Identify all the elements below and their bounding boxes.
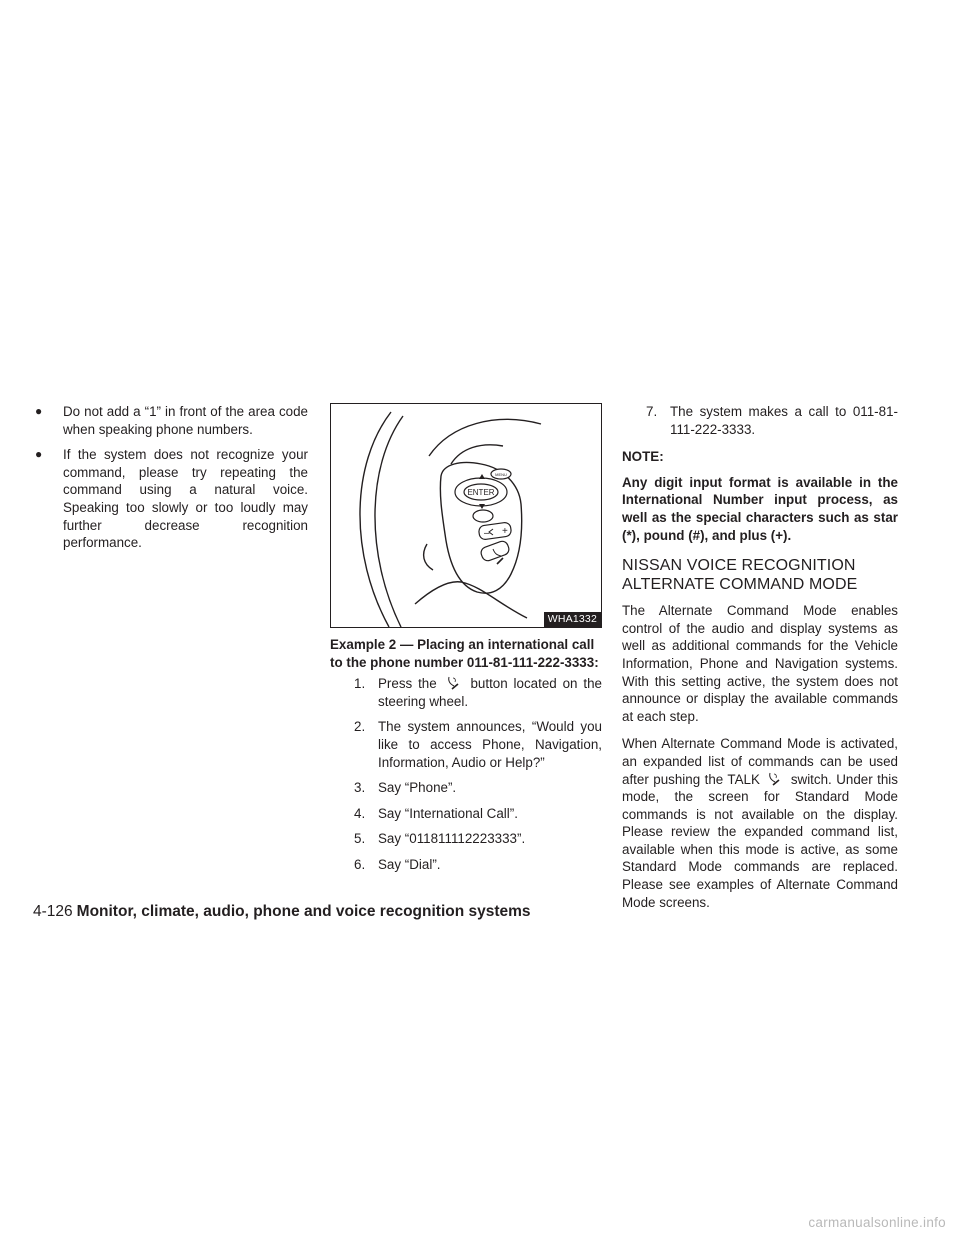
page-footer xyxy=(33,902,531,922)
step-item xyxy=(330,779,602,797)
enter-label: ENTER xyxy=(467,488,495,497)
chapter-title: Monitor, climate, audio, phone and voice recognition systems xyxy=(76,903,531,920)
step-text: Say “International Call”. xyxy=(378,805,518,821)
section-paragraph: The Alternate Command Mode enables control of the audio and display systems as well as additional commands for the Vehicle Information, Phone and Navigation systems. With this setting active, the system does not announce or display the available commands at each step. xyxy=(622,603,898,724)
middle-column xyxy=(330,403,602,882)
step-item xyxy=(330,830,602,848)
section-paragraph xyxy=(622,735,898,911)
para-text-post: switch. Under this mode, the screen for Standard Mode commands is not available on the display. Please review the expanded command list, available when this mode is active, as some Standard Mode commands are replaced. Please see examples of Alternate Command Mode screens. xyxy=(622,771,898,910)
left-column xyxy=(33,403,308,560)
svg-text:–: – xyxy=(484,528,490,539)
step-number: 4. xyxy=(354,805,366,821)
step-item xyxy=(330,856,602,874)
bullet-dot: ● xyxy=(35,447,43,462)
page-number: 4-126 xyxy=(33,903,73,920)
step-text: Say “Phone”. xyxy=(378,780,457,796)
step-number: 2. xyxy=(354,719,366,735)
section-heading: NISSAN VOICE RECOGNITION ALTERNATE COMMAND MODE xyxy=(622,557,858,594)
step-number: 6. xyxy=(354,856,366,872)
step-text: The system announces, “Would you like to access Phone, Navigation, Information, Audio or Help?” xyxy=(378,719,602,770)
right-column xyxy=(622,403,898,921)
bullet-item xyxy=(33,403,308,438)
note-heading: NOTE: xyxy=(622,449,664,465)
step-item xyxy=(622,403,898,438)
menu-label: MENU xyxy=(495,472,507,477)
watermark: carmanualsonline.info xyxy=(808,1215,946,1230)
step-number: 1. xyxy=(354,676,366,692)
figure-code: WHA1332 xyxy=(544,612,601,627)
bullet-item xyxy=(33,446,308,552)
talk-icon xyxy=(764,771,786,787)
bullet-dot: ● xyxy=(35,404,43,418)
step-text-post: button located on the steering wheel. xyxy=(378,676,602,709)
talk-icon xyxy=(443,675,465,691)
steering-wheel-illustration xyxy=(331,404,601,627)
bullet-text: Do not add a “1” in front of the area code when speaking phone numbers. xyxy=(63,404,308,437)
step-item xyxy=(330,675,602,710)
example-heading: Example 2 — Placing an international call to the phone number 011-81-111-222-3333: xyxy=(330,637,599,670)
step-number: 5. xyxy=(354,831,366,847)
steering-wheel-figure xyxy=(330,403,602,628)
step-text: Say “Dial”. xyxy=(378,856,441,872)
note-body: Any digit input format is available in the International Number input process, as well as the special characters such as star (*), pound (#), and plus (+). xyxy=(622,474,898,543)
bullet-text: If the system does not recognize your command, please try repeating the command using a natural voice. Speaking too slowly or too loudly may further decrease recognition performance. xyxy=(63,447,308,551)
step-text: Say “011811112223333”. xyxy=(378,831,526,847)
step-text: The system makes a call to 011-81-111-222-3333. xyxy=(670,404,898,437)
step-number: 3. xyxy=(354,780,366,796)
para-text-pre: When Alternate Command Mode is activated, an expanded list of commands can be used after pushing the TALK xyxy=(622,736,898,787)
svg-text:+: + xyxy=(502,526,508,537)
step-text-pre: Press the xyxy=(378,676,437,692)
step-item xyxy=(330,718,602,771)
step-number: 7. xyxy=(646,404,658,419)
step-item xyxy=(330,805,602,823)
